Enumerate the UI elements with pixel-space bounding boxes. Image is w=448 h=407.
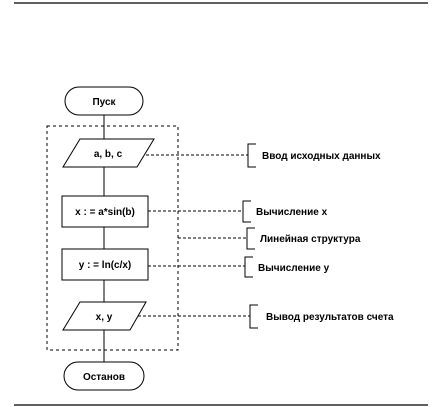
annotation-process-y-text: Вычисление y [258,263,330,274]
process-y-block [62,249,148,280]
annotation-process-x [148,201,328,222]
annotation-structure-text: Линейная структура [260,234,361,245]
annotation-output [138,305,394,328]
end-terminator [64,362,144,390]
input-block [63,139,154,167]
annotation-structure [178,228,361,249]
input-label: a, b, c [93,149,123,160]
process-x-label: x : = a*sin(b) [75,207,135,218]
output-block [63,302,146,330]
output-label: x, y [95,312,113,323]
process-y-label: y : = ln(c/x) [78,260,132,271]
end-label: Останов [82,372,126,383]
start-label: Пуск [92,97,116,108]
annotation-input [146,144,381,167]
annotation-process-x-text: Вычисление x [256,207,328,218]
annotation-process-y [148,257,330,277]
annotation-output-text: Вывод результатов счета [266,312,394,323]
start-terminator [65,87,143,115]
annotation-input-text: Ввод исходных данных [262,151,381,162]
process-x-block [62,196,148,227]
